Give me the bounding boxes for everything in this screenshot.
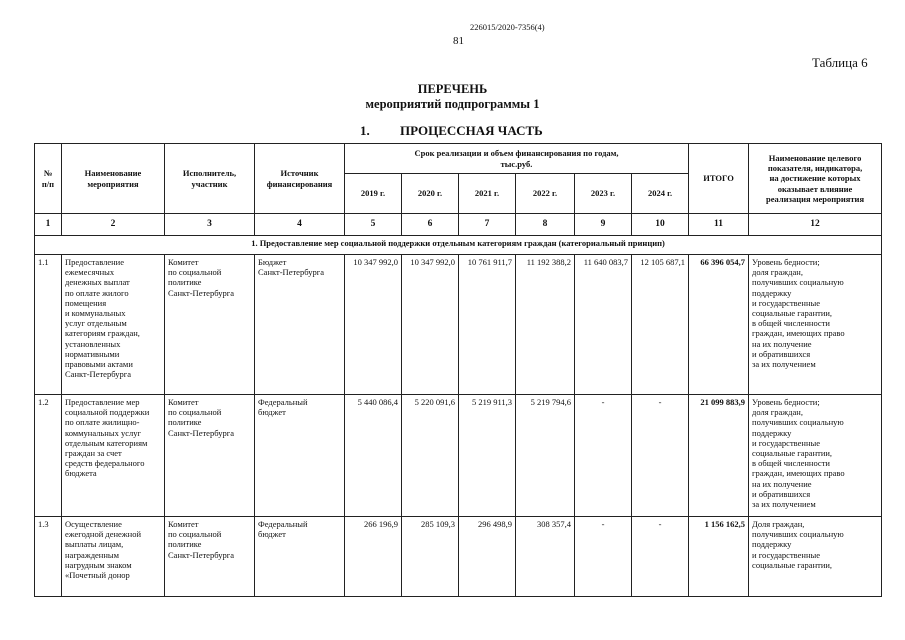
header-no: № п/п	[35, 144, 62, 214]
header-source: Источник финансирования	[255, 144, 345, 214]
section-heading	[360, 123, 543, 139]
value-2019: 5 440 086,4	[345, 395, 402, 517]
value-total: 66 396 054,7	[689, 255, 749, 395]
column-number: 4	[255, 214, 345, 236]
indicator: Уровень бедности; доля граждан, получивших социальную поддержку и государственные социальные гарантии, в общей численности граждан, имеющих право на их получение и обратившихся за их получением	[749, 255, 882, 395]
column-number: 10	[632, 214, 689, 236]
column-number: 5	[345, 214, 402, 236]
value-2020: 10 347 992,0	[402, 255, 459, 395]
value-2024: -	[632, 395, 689, 517]
header-period: Срок реализации и объем финансирования по годам, тыс.руб.	[345, 144, 689, 174]
indicator: Уровень бедности; доля граждан, получивших социальную поддержку и государственные социальные гарантии, в общей численности граждан, имеющих право на их получение и обратившихся за их получением	[749, 395, 882, 517]
column-number: 7	[459, 214, 516, 236]
value-2023: -	[575, 395, 632, 517]
row-number: 1.1	[35, 255, 62, 395]
header-year-2020: 2020 г.	[402, 174, 459, 214]
column-number: 6	[402, 214, 459, 236]
header-name: Наименование мероприятия	[62, 144, 165, 214]
group-title: 1. Предоставление мер социальной поддержки отдельным категориям граждан (категориальный принцип)	[35, 236, 882, 255]
column-number: 1	[35, 214, 62, 236]
column-number: 8	[516, 214, 575, 236]
column-number: 11	[689, 214, 749, 236]
header-year-2024: 2024 г.	[632, 174, 689, 214]
header-year-2021: 2021 г.	[459, 174, 516, 214]
value-total: 1 156 162,5	[689, 517, 749, 597]
header-indicator: Наименование целевого показателя, индикатора, на достижение которых оказывает влияние реализация мероприятия	[749, 144, 882, 214]
value-2023: 11 640 083,7	[575, 255, 632, 395]
header-year-2019: 2019 г.	[345, 174, 402, 214]
executor: Комитет по социальной политике Санкт-Петербурга	[165, 255, 255, 395]
value-2024: 12 105 687,1	[632, 255, 689, 395]
value-2021: 296 498,9	[459, 517, 516, 597]
header-executor: Исполнитель, участник	[165, 144, 255, 214]
value-2022: 11 192 388,2	[516, 255, 575, 395]
header-year-2022: 2022 г.	[516, 174, 575, 214]
value-2021: 5 219 911,3	[459, 395, 516, 517]
value-2020: 5 220 091,6	[402, 395, 459, 517]
measure-name: Предоставление мер социальной поддержки по оплате жилищно- коммунальных услуг отдельным категориям граждан за счет средств федерального бюджета	[62, 395, 165, 517]
title-line-1: ПЕРЕЧЕНЬ	[417, 82, 488, 96]
value-total: 21 099 883,9	[689, 395, 749, 517]
page-number: 81	[453, 35, 464, 47]
measure-name: Предоставление ежемесячных денежных выплат по оплате жилого помещения и коммунальных услуг отдельным категориям граждан, установленных нормативными правовыми актами Санкт-Петербурга	[62, 255, 165, 395]
measure-name: Осуществление ежегодной денежной выплаты лицам, награжденным нагрудным знаком «Почетный донор	[62, 517, 165, 597]
row-number: 1.3	[35, 517, 62, 597]
column-number: 9	[575, 214, 632, 236]
measures-table	[34, 143, 882, 597]
section-number: 1.	[360, 123, 370, 138]
row-number: 1.2	[35, 395, 62, 517]
value-2023: -	[575, 517, 632, 597]
section-title: ПРОЦЕССНАЯ ЧАСТЬ	[400, 123, 543, 138]
document-id: 226015/2020-7356(4)	[470, 22, 545, 32]
executor: Комитет по социальной политике Санкт-Петербурга	[165, 395, 255, 517]
indicator: Доля граждан, получивших социальную поддержку и государственные социальные гарантии,	[749, 517, 882, 597]
header-total: ИТОГО	[689, 144, 749, 214]
table-row	[35, 395, 882, 517]
value-2019: 10 347 992,0	[345, 255, 402, 395]
value-2022: 308 357,4	[516, 517, 575, 597]
value-2020: 285 109,3	[402, 517, 459, 597]
value-2019: 266 196,9	[345, 517, 402, 597]
value-2024: -	[632, 517, 689, 597]
funding-source: Федеральный бюджет	[255, 395, 345, 517]
funding-source: Федеральный бюджет	[255, 517, 345, 597]
value-2021: 10 761 911,7	[459, 255, 516, 395]
funding-source: Бюджет Санкт-Петербурга	[255, 255, 345, 395]
table-label: Таблица 6	[812, 55, 868, 70]
table-row	[35, 517, 882, 597]
column-number: 12	[749, 214, 882, 236]
table-row	[35, 255, 882, 395]
executor: Комитет по социальной политике Санкт-Петербурга	[165, 517, 255, 597]
column-number: 3	[165, 214, 255, 236]
header-year-2023: 2023 г.	[575, 174, 632, 214]
value-2022: 5 219 794,6	[516, 395, 575, 517]
column-number: 2	[62, 214, 165, 236]
title-line-2: мероприятий подпрограммы 1	[365, 97, 540, 111]
